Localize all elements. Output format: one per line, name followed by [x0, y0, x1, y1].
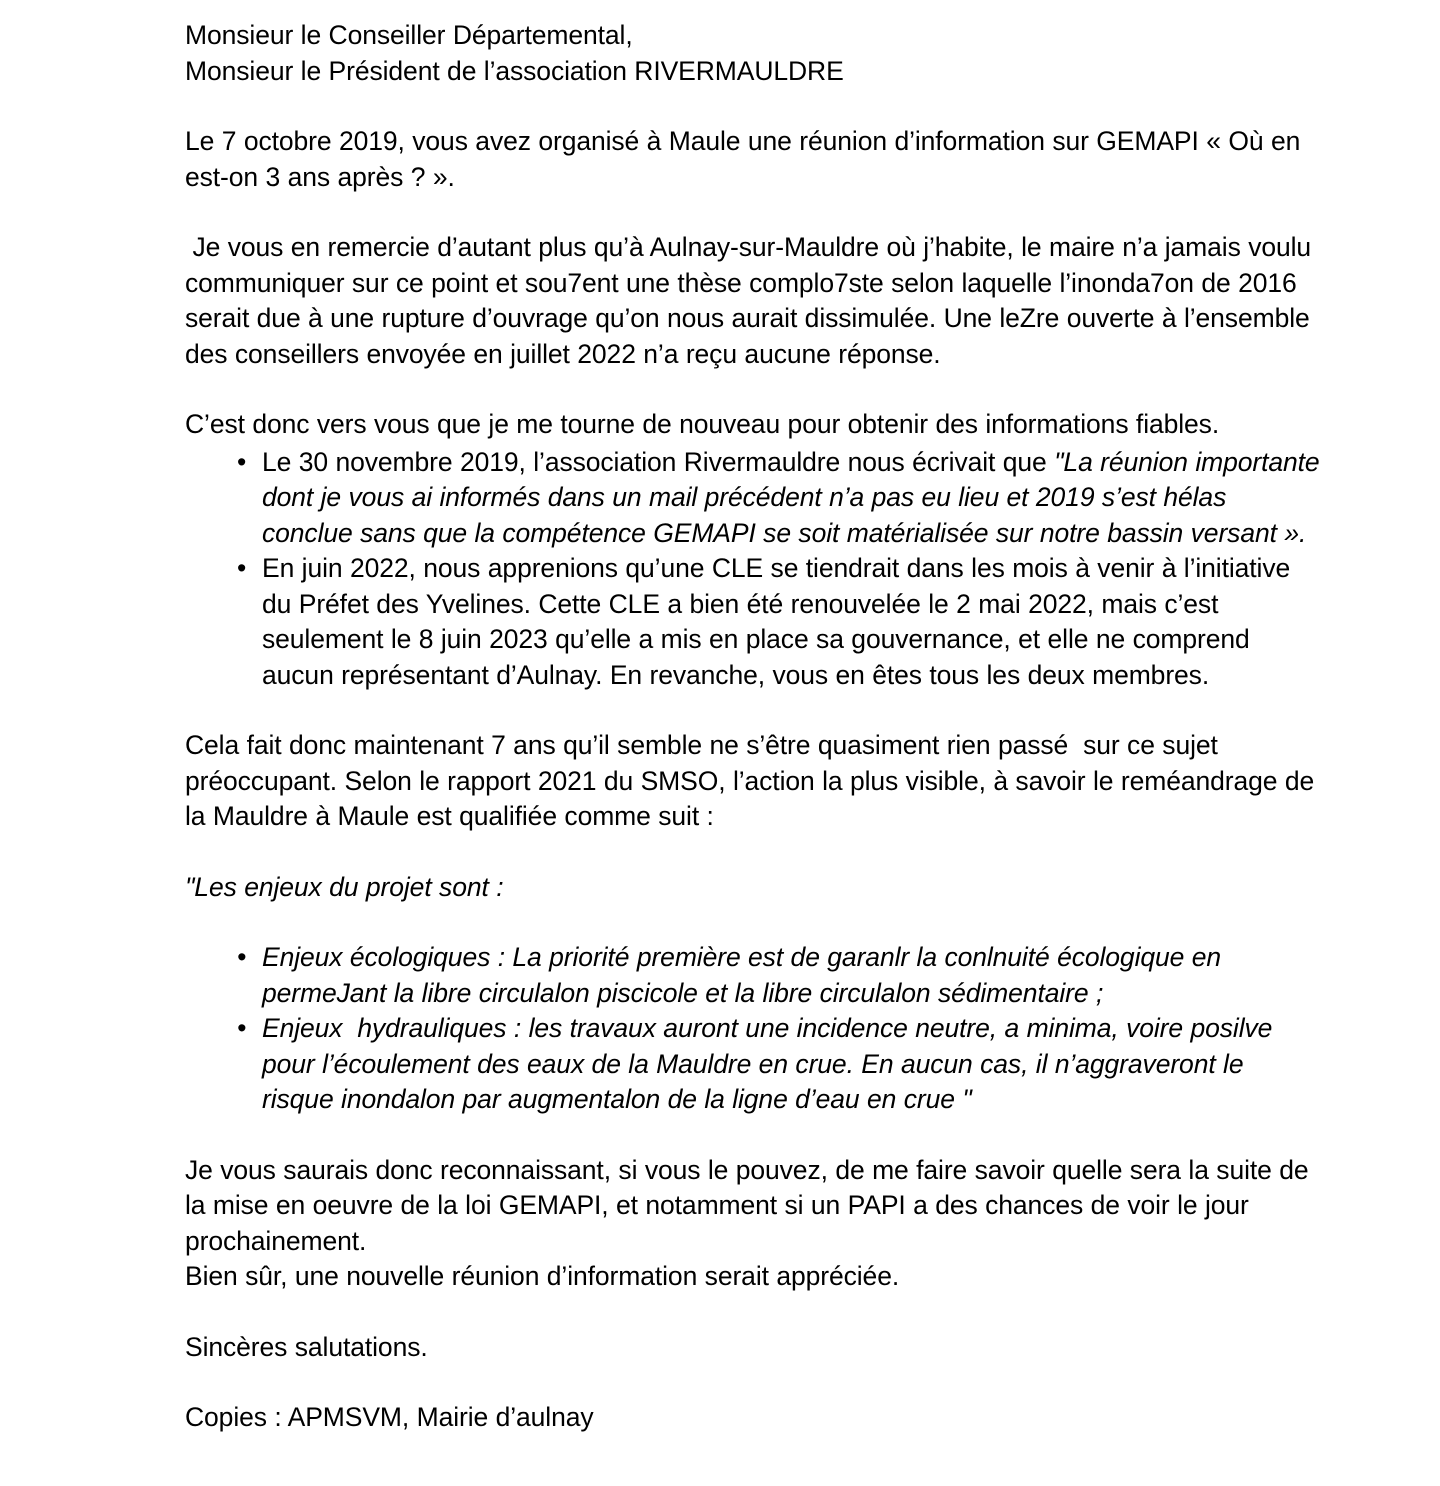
paragraph-thanks: Je vous en remercie d’autant plus qu’à Aulnay-sur-Mauldre où j’habite, le maire n’a jamais voulu communiquer sur ce point et sou7ent une thèse complo7ste selon laquelle l’inonda7on de 2016 serait due à une rupture d’ouvrage qu’on nous aurait dissimulée. Une leZre ouverte à l’ensemble des conseillers envoyée en juillet 2022 n’a reçu aucune réponse. [185, 232, 1319, 369]
quote-block-intro: "Les enjeux du projet sont : [185, 871, 504, 902]
bullet-text-italic-quote: "La réunion importante dont je vous ai informés dans un mail précédent n’a pas eu lieu et 2019 s’est hélas conclue sans que la compétence GEMAPI se soit matérialisée sur notre bassin versant ». [262, 446, 1328, 548]
list-item: • Enjeux hydrauliques : les travaux auront une incidence neutre, a minima, voire posilve pour l’écoulement des eaux de la Mauldre en crue. En aucun cas, il n’aggraveront le risque inondalon par augmentalon de la ligne d’eau en crue " [185, 1011, 1320, 1118]
salutation-line-2: Monsieur le Président de l’association RIVERMAULDRE [185, 55, 844, 86]
paragraph-copies: Copies : APMSVM, Mairie d’aulnay [185, 1402, 594, 1432]
paragraph-closing: Sincères salutations. [185, 1331, 428, 1362]
salutation-line-1: Monsieur le Conseiller Départemental, [185, 20, 633, 50]
bullet-list-quote-stakes [185, 940, 1320, 1118]
bullet-text-plain: Le 30 novembre 2019, l’association Rivermauldre nous écrivait que [262, 446, 1055, 477]
list-item [185, 445, 1328, 552]
paragraph-request: Je vous saurais donc reconnaissant, si vous le pouvez, de me faire savoir quelle sera la suite de la mise en oeuvre de la loi GEMAPI, et notamment si un PAPI a des chances de voir le jour prochainement. [185, 1154, 1316, 1256]
paragraph-intro: Le 7 octobre 2019, vous avez organisé à Maule une réunion d’information sur GEMAPI « Où en est-on 3 ans après ? ». [185, 126, 1308, 192]
paragraph-meeting-wish: Bien sûr, une nouvelle réunion d’information serait appréciée. [185, 1261, 900, 1291]
paragraph-turn-to-you: C’est donc vers vous que je me tourne de nouveau pour obtenir des informations fiables. [185, 409, 1220, 439]
bullet-list-facts [185, 445, 1328, 694]
paragraph-seven-years: Cela fait donc maintenant 7 ans qu’il semble ne s’être quasiment rien passé sur ce sujet préoccupant. Selon le rapport 2021 du SMSO, l’action la plus visible, à savoir le reméandrage de la Mauldre à Maule est qualifiée comme suit : [185, 730, 1322, 831]
list-item: • Enjeux écologiques : La priorité première est de garanlr la conlnuité écologique en permeJant la libre circulalon piscicole et la libre circulalon sédimentaire ; [185, 940, 1320, 1011]
letter-body [185, 18, 1328, 1436]
bullet-text-plain: En juin 2022, nous apprenions qu’une CLE se tiendrait dans les mois à venir à l’initiative du Préfet des Yvelines. Cette CLE a bien été renouvelée le 2 mai 2022, mais c’est seulement le 8 juin 2023 qu’elle a mis en place sa gouvernance, et elle ne comprend aucun représentant d’Aulnay. En revanche, vous en êtes tous les deux membres. [262, 553, 1298, 690]
list-item [185, 551, 1320, 693]
